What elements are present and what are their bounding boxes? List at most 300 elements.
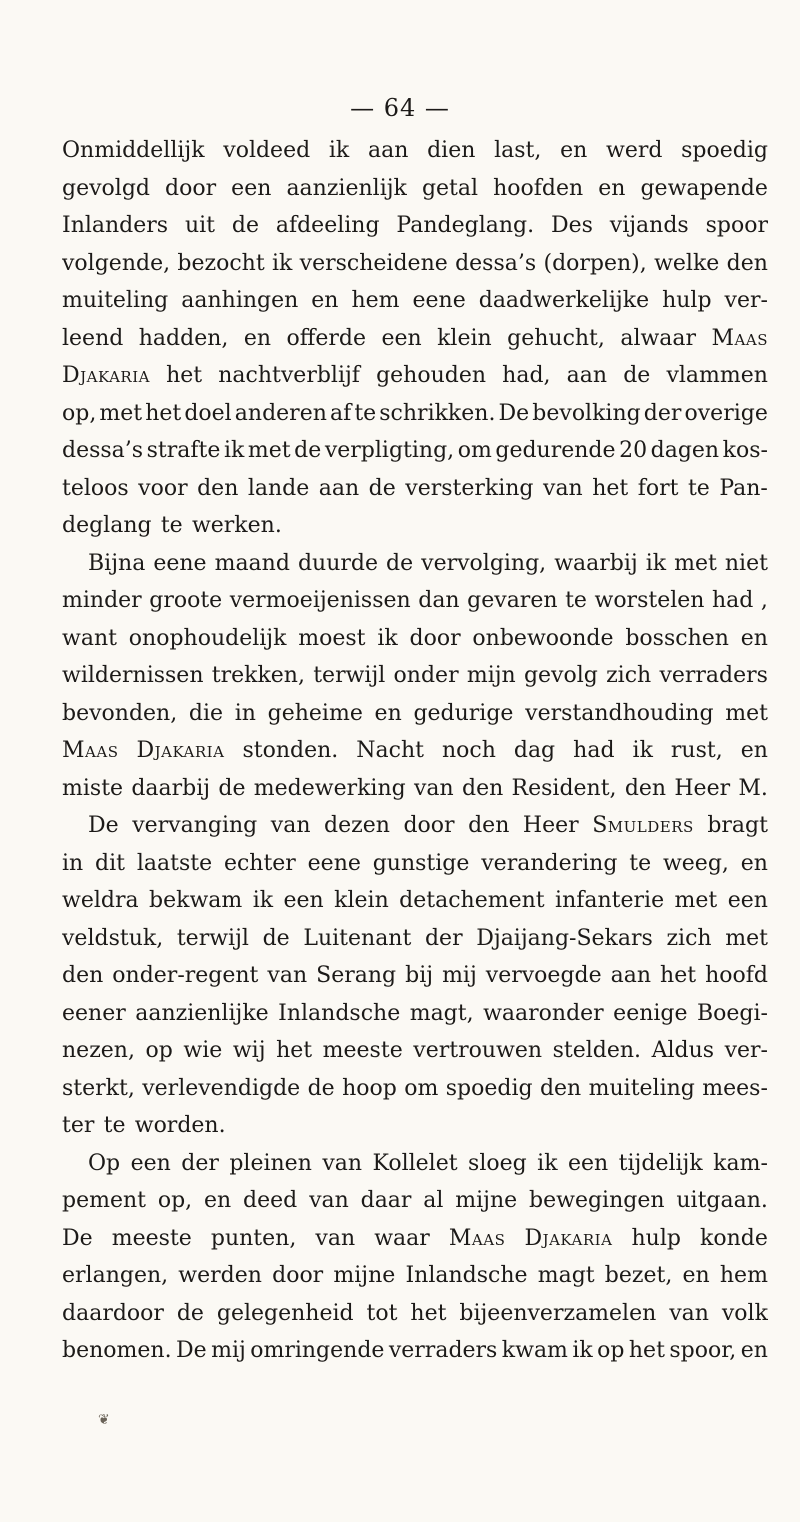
word: eene [307, 850, 361, 876]
text-line [62, 732, 768, 770]
word: ik [632, 738, 653, 763]
word: Luitenant [303, 925, 412, 951]
word: zich [606, 663, 652, 688]
word: aan [566, 363, 608, 388]
word: ik [645, 550, 667, 576]
word: klein [334, 888, 389, 913]
word: der [181, 1150, 219, 1176]
word: en [740, 1338, 768, 1363]
word: ik [377, 625, 398, 651]
word: de [176, 1300, 204, 1326]
word: op [145, 1038, 173, 1063]
word: deed [243, 1188, 298, 1213]
word: aanzienlijk [286, 175, 407, 201]
text-line [62, 770, 768, 808]
word: maand [214, 550, 290, 576]
word: werd [605, 138, 663, 163]
word: aanhingen [181, 288, 299, 313]
word: en [374, 700, 402, 726]
word: den [197, 475, 239, 501]
word: te [629, 850, 652, 876]
word: waarbij [554, 550, 638, 576]
word: het [166, 363, 203, 388]
word: den [726, 250, 768, 276]
word: vervanging [132, 813, 258, 838]
word: bekwam [149, 888, 243, 913]
word: fort [637, 475, 679, 501]
word: voldeed [223, 138, 311, 163]
word: gevaren [467, 588, 558, 613]
word: in [62, 850, 84, 876]
word: anderen [234, 400, 327, 426]
word: en [311, 288, 339, 313]
word: van [414, 775, 454, 801]
word: teloos [62, 475, 129, 501]
word: te [565, 588, 587, 613]
word: dezen [324, 813, 390, 838]
word: duurde [297, 550, 378, 576]
word: de [307, 1075, 335, 1101]
word: punten, [210, 1225, 297, 1251]
word: en [740, 850, 768, 876]
word: dessa’s [455, 250, 537, 276]
word: gevolg [523, 663, 598, 688]
word: daadwerkelijke [478, 288, 650, 313]
word: eener [62, 1000, 126, 1026]
word: een [727, 888, 768, 913]
word: (dorpen), [543, 250, 647, 276]
word: verscheidene [299, 250, 448, 276]
word: schrikken. [379, 400, 496, 426]
word: af [329, 400, 352, 426]
word: verandering [481, 850, 618, 876]
word: nachtverblijf [218, 363, 360, 388]
word: echter [223, 850, 296, 876]
word: bosschen [625, 625, 729, 651]
word: aan [610, 963, 652, 988]
word: der [424, 925, 463, 951]
word: het [592, 475, 629, 501]
word: met [674, 888, 718, 913]
word: te [354, 400, 377, 426]
word: muiteling [588, 1075, 695, 1101]
text-line [62, 995, 768, 1033]
word: had [573, 738, 615, 763]
page-number: — 64 — [350, 94, 450, 122]
word: om [457, 438, 492, 463]
word: wie [183, 1038, 223, 1063]
word: gelegenheid [216, 1300, 354, 1326]
word: waaronder [483, 1000, 604, 1026]
word: kos- [722, 438, 768, 463]
word: verstandhouding [525, 700, 714, 726]
word: ver- [724, 288, 768, 313]
word: hem [719, 1263, 768, 1288]
word: sterkt, [62, 1075, 135, 1101]
word: muiteling [62, 288, 169, 313]
word: versterking [405, 475, 534, 501]
word: stelden. [552, 1038, 642, 1063]
word: ik [223, 438, 245, 463]
text-line [62, 620, 768, 658]
name-word: Djakaria [62, 363, 150, 388]
word: offerde [286, 325, 366, 351]
text-line [62, 1182, 768, 1220]
name-word: Maas [448, 1225, 506, 1251]
text-line [62, 882, 768, 920]
word: werken. [191, 513, 282, 538]
word: Kollelet [372, 1150, 458, 1176]
word: en [740, 625, 768, 651]
word: ik [572, 1338, 593, 1363]
word: bijeenverzamelen [459, 1300, 657, 1326]
word: te [103, 1113, 126, 1138]
word: gewapende [640, 175, 768, 201]
word: bevonden, [62, 700, 178, 726]
word: op, [157, 1188, 193, 1213]
word: de [623, 363, 651, 388]
word: met [247, 438, 291, 463]
word: mijne [455, 1188, 518, 1213]
word: den [624, 775, 667, 801]
word: en [598, 175, 626, 201]
word: de [294, 438, 322, 463]
word: hem [351, 288, 400, 313]
word: deglang [62, 513, 152, 538]
text-line [62, 432, 768, 470]
margin-mark: ❦ [98, 1412, 110, 1428]
word: Resident, [511, 775, 617, 801]
word: tot [366, 1300, 398, 1326]
text-line [62, 582, 768, 620]
word: van [309, 1188, 349, 1213]
word: detachement [399, 888, 545, 913]
word: een [283, 888, 324, 913]
word: De [175, 1338, 207, 1363]
word: bezet, [604, 1263, 673, 1288]
word: Des [550, 213, 593, 238]
word: dien [427, 138, 476, 163]
word: daar [360, 1188, 412, 1213]
word: laatste [136, 850, 213, 876]
text-line [62, 920, 768, 958]
word: leend [62, 325, 124, 351]
word: met [725, 925, 768, 951]
word: Inlandsche [405, 1263, 528, 1288]
word: bezocht [177, 250, 265, 276]
word: terwijl [176, 925, 249, 951]
word: vlammen [666, 363, 768, 388]
word: worden. [134, 1113, 226, 1138]
word: gunstige [372, 850, 470, 876]
word: weeg, [662, 850, 729, 876]
word: tijdelijk [618, 1150, 703, 1176]
word: van [267, 963, 308, 988]
name-word: Djakaria [136, 738, 225, 763]
word: door [409, 625, 461, 651]
word: door [165, 175, 217, 201]
word: ter [62, 1113, 95, 1138]
word: hoofd [705, 963, 768, 988]
word: onder-regent [112, 963, 259, 988]
word: zich [666, 925, 712, 951]
word: lande [247, 475, 310, 501]
word: Nacht [356, 738, 424, 763]
word: magt [537, 1263, 595, 1288]
word: ver- [724, 1038, 768, 1063]
word: volgende, [62, 250, 171, 276]
word: aanzienlijke [135, 1000, 269, 1026]
word: dan [418, 588, 460, 613]
word: een [130, 1150, 171, 1176]
word: en [203, 1188, 232, 1213]
word: doel [184, 400, 232, 426]
word: wij [232, 1038, 266, 1063]
word: een [231, 175, 272, 201]
name-word: Maas [62, 738, 119, 763]
text-line [62, 470, 768, 508]
word: te [160, 513, 183, 538]
word: geheime [267, 700, 363, 726]
word: meeste [111, 1225, 192, 1251]
word: en [682, 1263, 710, 1288]
word: onophoudelijk [128, 625, 287, 651]
word: had, [502, 363, 551, 388]
word: waar [374, 1225, 430, 1251]
word: der [643, 400, 682, 426]
word: in [234, 700, 256, 726]
text-line [62, 1070, 768, 1108]
word: konde [700, 1225, 768, 1251]
word: bewegingen [529, 1188, 665, 1213]
word: van [543, 475, 583, 501]
word: Heer [674, 775, 731, 801]
text-line [62, 1257, 768, 1295]
word: Inlanders [62, 213, 169, 238]
word: Pan- [719, 475, 768, 501]
word: mij [442, 963, 477, 988]
word: werden [178, 1263, 262, 1288]
word: gedurige [413, 700, 514, 726]
word: op, [62, 400, 97, 426]
word: op [597, 1338, 625, 1363]
word: Boegi- [697, 1000, 768, 1026]
word: het [145, 400, 182, 426]
word: aan [367, 138, 409, 163]
word: de [368, 475, 396, 501]
word: weldra [62, 888, 139, 913]
word: door [272, 1263, 324, 1288]
word: een [381, 325, 422, 351]
word: spoedig [681, 138, 768, 163]
word: , [760, 588, 768, 613]
word: nezen, [62, 1038, 135, 1063]
text-line [62, 807, 768, 845]
word: vijands [609, 213, 689, 238]
word: worstelen [594, 588, 705, 613]
word: al [423, 1188, 444, 1213]
word: hoop [342, 1075, 397, 1101]
word: spoor [705, 213, 768, 238]
text-line [62, 282, 768, 320]
word: pleinen [229, 1150, 312, 1176]
word: den [461, 775, 504, 801]
word: noch [441, 738, 496, 763]
word: want [62, 625, 117, 651]
word: getal [421, 175, 479, 201]
name-word: Smulders [592, 813, 694, 838]
word: strafte [146, 438, 221, 463]
word: dag [513, 738, 556, 763]
word: bevolking [532, 400, 641, 426]
text-line [62, 1332, 768, 1370]
word: den [62, 963, 104, 988]
word: medewerking [253, 775, 406, 801]
word: het [628, 1338, 665, 1363]
word: vermoeijenissen [229, 588, 411, 613]
text-line [62, 695, 768, 733]
word: aan [318, 475, 360, 501]
word: alwaar [620, 325, 697, 351]
word: om [404, 1075, 439, 1101]
word: hadden, [138, 325, 229, 351]
word: trekken, [211, 663, 305, 688]
word: van [315, 1225, 356, 1251]
word: Bijna [88, 550, 146, 576]
word: verraders [388, 1338, 498, 1363]
word: kam- [713, 1150, 768, 1176]
word: eene [153, 550, 207, 576]
word: vervoegde [485, 963, 602, 988]
text-line [62, 132, 768, 170]
word: dessa’s [62, 438, 144, 463]
word: verpligting, [324, 438, 455, 463]
word: hulp [662, 288, 712, 313]
word: Heer [522, 813, 579, 838]
text-line [62, 207, 768, 245]
word: ik [252, 888, 274, 913]
word: had [712, 588, 754, 613]
word: Op [88, 1150, 121, 1176]
word: 20 [619, 438, 648, 463]
body-text [62, 132, 768, 1370]
text-line [62, 545, 768, 583]
word: gevolgd [62, 175, 150, 201]
word: De [498, 400, 530, 426]
word: dagen [650, 438, 720, 463]
word: door [403, 813, 455, 838]
text-line [62, 1295, 768, 1333]
word: de [231, 213, 259, 238]
name-word: Djakaria [524, 1225, 613, 1251]
word: afdeeling [275, 213, 380, 238]
word: minder [62, 588, 142, 613]
word: magt, [409, 1000, 474, 1026]
text-line [62, 395, 768, 433]
word: verraders [659, 663, 768, 688]
word: vervolging, [421, 550, 547, 576]
word: mijn [466, 663, 516, 688]
word: ik [328, 138, 350, 163]
word: Pandeglang. [396, 213, 535, 238]
word: omringende [250, 1338, 385, 1363]
word: spoedig [445, 1075, 533, 1101]
word: infanterie [555, 888, 665, 913]
word: van [270, 813, 311, 838]
word: uitgaan. [676, 1188, 768, 1213]
text-line [62, 957, 768, 995]
word: onder [393, 663, 459, 688]
word: het [276, 1038, 313, 1063]
word: met [725, 700, 768, 726]
word: groote [149, 588, 223, 613]
text-line [62, 1220, 768, 1258]
word: eene [412, 288, 466, 313]
word: te [687, 475, 710, 501]
word: gehouden [376, 363, 487, 388]
word: de [386, 550, 414, 576]
word: van [669, 1300, 709, 1326]
word: terwijl [313, 663, 386, 688]
word: moest [298, 625, 366, 651]
text-line [62, 245, 768, 283]
text-line [62, 170, 768, 208]
word: Inlandsche [278, 1000, 401, 1026]
text-line [62, 1032, 768, 1070]
text-line [62, 657, 768, 695]
word: spoor, [669, 1338, 737, 1363]
word: stonden. [242, 738, 339, 763]
word: erlangen, [62, 1263, 169, 1288]
text-line [62, 1107, 768, 1145]
word: die [188, 700, 224, 726]
text-line [62, 1145, 768, 1183]
word: hoofden [493, 175, 584, 201]
word: klein [437, 325, 492, 351]
text-line [62, 507, 768, 545]
word: bij [405, 963, 434, 988]
text-line [62, 845, 768, 883]
word: daardoor [62, 1300, 164, 1326]
name-word: Maas [711, 325, 768, 351]
word: het [410, 1300, 447, 1326]
word: en [740, 738, 768, 763]
word: met [674, 550, 717, 576]
word: het [660, 963, 697, 988]
word: van [322, 1150, 363, 1176]
word: ik [537, 1150, 558, 1176]
word: volk [721, 1300, 768, 1326]
word: dit [95, 850, 126, 876]
word: de [262, 925, 290, 951]
word: vertrouwen [413, 1038, 543, 1063]
word: miste [62, 775, 124, 801]
word: bragt [707, 813, 768, 838]
word: den [468, 813, 510, 838]
word: last, [494, 138, 542, 163]
word: gehucht, [507, 325, 605, 351]
word: mijne [333, 1263, 396, 1288]
word: hulp [631, 1225, 681, 1251]
word: welke [654, 250, 720, 276]
text-line [62, 357, 768, 395]
word: en [560, 138, 588, 163]
word: Onmiddellijk [62, 138, 205, 163]
word: een [568, 1150, 609, 1176]
word: onbewoonde [472, 625, 614, 651]
word: den [539, 1075, 582, 1101]
word: overige [684, 400, 768, 426]
